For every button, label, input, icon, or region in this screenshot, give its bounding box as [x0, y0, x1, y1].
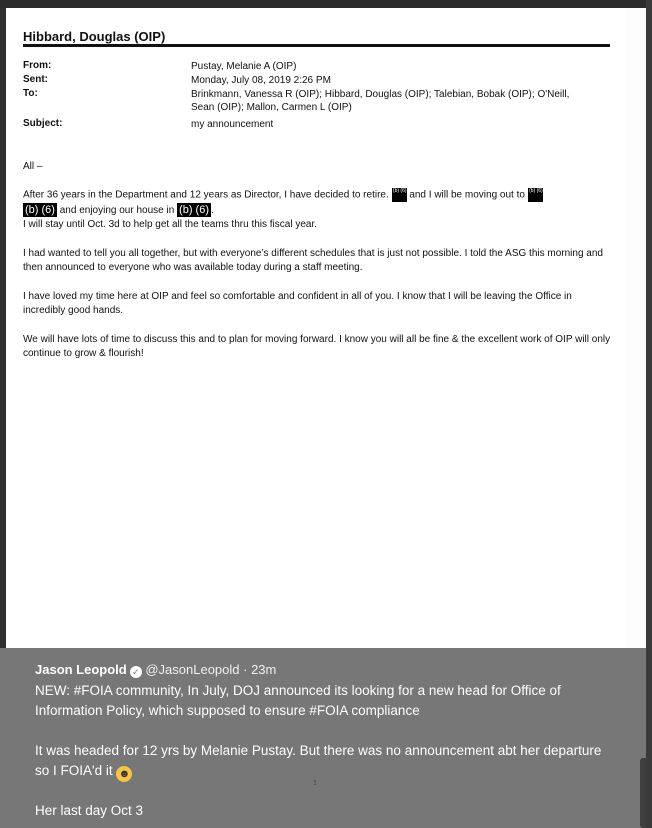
grinning-face-emoji-icon: ☻ — [116, 766, 132, 782]
paragraph-3: I have loved my time here at OIP and feel so comfortable and confident in all of you. I know that I will be leaving the Office in incredibly good hands. — [23, 291, 572, 316]
tweet-text-1: NEW: #FOIA community, In July, DOJ announced its looking for a new head for Office of Information Policy, which supposed to ensure #FOIA compliance — [35, 683, 561, 718]
from-value: Pustay, Melanie A (OIP) — [191, 61, 297, 72]
tweet-header — [35, 662, 276, 678]
p1-text-a: After 36 years in the Department and 12 years as Director, I have decided to retire. — [23, 189, 389, 201]
p1-text-c: and enjoying our house in — [59, 204, 175, 216]
sent-value: Monday, July 08, 2019 2:26 PM — [191, 75, 331, 86]
page-margin — [626, 8, 646, 648]
redaction-box: (b) (6) — [528, 188, 543, 202]
tweet-text-3: Her last day Oct 3 — [35, 803, 144, 818]
window-edge — [646, 0, 652, 828]
tweet-card[interactable] — [0, 648, 646, 828]
greeting: All – — [23, 161, 43, 172]
redaction-box: (b) (6) — [25, 203, 55, 216]
subject-value: my announcement — [191, 119, 274, 130]
top-bar — [0, 0, 652, 8]
paragraph-2: I had wanted to tell you all together, but with everyone’s different schedules that is just not possible. I told the ASG this morning and then announced to everyone who was available today during a staff meeting. — [23, 248, 603, 273]
redaction-box: (b) (6) — [392, 188, 407, 202]
author-handle[interactable]: @JasonLeopold — [145, 662, 240, 677]
p1-text-d: I will stay until Oct. 3d to help get all the teams thru this fiscal year. — [23, 218, 318, 230]
subject-label: Subject: — [23, 118, 63, 129]
author-name[interactable]: Jason Leopold — [35, 662, 127, 677]
paragraph-1: After 36 years in the Department and 12 years as Director, I have decided to retire. (b) (6) and I will be moving out to (b) (6) (b) (6) and enjoying our house in (b) (6) . I will stay until Oct. 3d to help get all the teams thru this fiscal year. — [23, 188, 543, 230]
redaction-box: (b) (6) — [179, 203, 209, 216]
sent-label: Sent: — [23, 74, 48, 85]
to-line-2: Sean (OIP); Mallon, Carmen L (OIP) — [191, 102, 352, 113]
from-label: From: — [23, 60, 52, 71]
tweet-timestamp[interactable]: · 23m — [243, 662, 277, 677]
verified-check-icon: ✓ — [130, 666, 142, 678]
p1-text-b: and I will be moving out to — [409, 189, 525, 201]
paragraph-4: We will have lots of time to discuss this and to plan for moving forward. I know you will all be fine & the excellent work of OIP will only continue to grow & flourish! — [23, 334, 611, 359]
title-rule — [23, 44, 610, 47]
tweet-text-2 — [35, 741, 615, 782]
tweet-text-2-body: It was headed for 12 yrs by Melanie Pustay. But there was no announcement abt her departure so I FOIA'd it — [35, 743, 602, 778]
foia-document-page — [6, 8, 626, 648]
document-title: Hibbard, Douglas (OIP) — [23, 29, 166, 44]
scrollbar-thumb[interactable] — [640, 758, 646, 828]
to-line-1: Brinkmann, Vanessa R (OIP); Hibbard, Douglas (OIP); Talebian, Bobak (OIP); O'Neill, — [191, 89, 570, 100]
to-label: To: — [23, 88, 38, 99]
to-value — [191, 88, 601, 114]
page-number: 1 — [313, 780, 317, 787]
